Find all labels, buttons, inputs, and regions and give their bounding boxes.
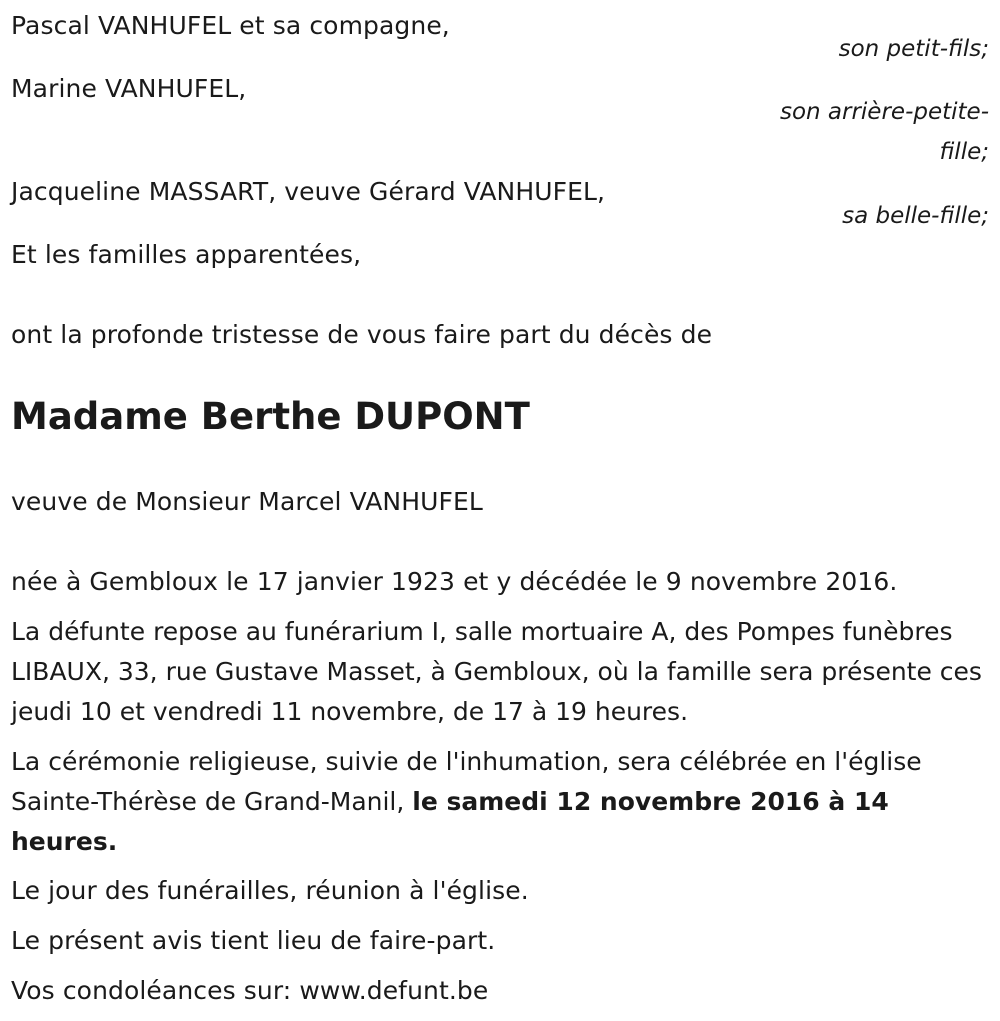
deceased-name: Madame Berthe DUPONT [11, 395, 530, 438]
family-member-name: Jacqueline MASSART, veuve Gérard VANHUFEL, [11, 177, 606, 206]
condolences-text: Vos condoléances sur: www.defunt.be [11, 976, 489, 1005]
notice-text: Le présent avis tient lieu de faire-part. [11, 926, 496, 955]
viewing-paragraph: La défunte repose au funérarium I, salle mortuaire A, des Pompes funèbres LIBAUX, 33, rue Gustave Masset, à Gembloux, où la famille sera présente ces jeudi 10 et vendredi 11 novembre, de 17 à 19 heures. [11, 617, 982, 726]
family-member-name: Marine VANHUFEL, [11, 74, 247, 103]
spouse-text: veuve de Monsieur Marcel VANHUFEL [11, 487, 483, 516]
ceremony-date: le samedi 12 novembre 2016 à 14 heures. [11, 787, 889, 856]
ceremony-paragraph [11, 742, 986, 862]
family-member-relation: son petit-fils; [838, 36, 989, 62]
meeting-text: Le jour des funérailles, réunion à l'église. [11, 876, 529, 905]
birth-death-text: née à Gembloux le 17 janvier 1923 et y décédée le 9 novembre 2016. [11, 567, 898, 596]
intro-text: ont la profonde tristesse de vous faire part du décès de [11, 320, 713, 349]
family-member-relation: sa belle-fille; [842, 203, 989, 229]
family-member-name: Et les familles apparentées, [11, 240, 362, 269]
ceremony-text: La cérémonie religieuse, suivie de l'inhumation, sera célébrée en l'église Sainte-Thérèse de Grand-Manil, [11, 747, 922, 816]
family-member-name: Pascal VANHUFEL et sa compagne, [11, 11, 450, 40]
family-member-relation: son arrière-petite-fille; [779, 99, 989, 165]
